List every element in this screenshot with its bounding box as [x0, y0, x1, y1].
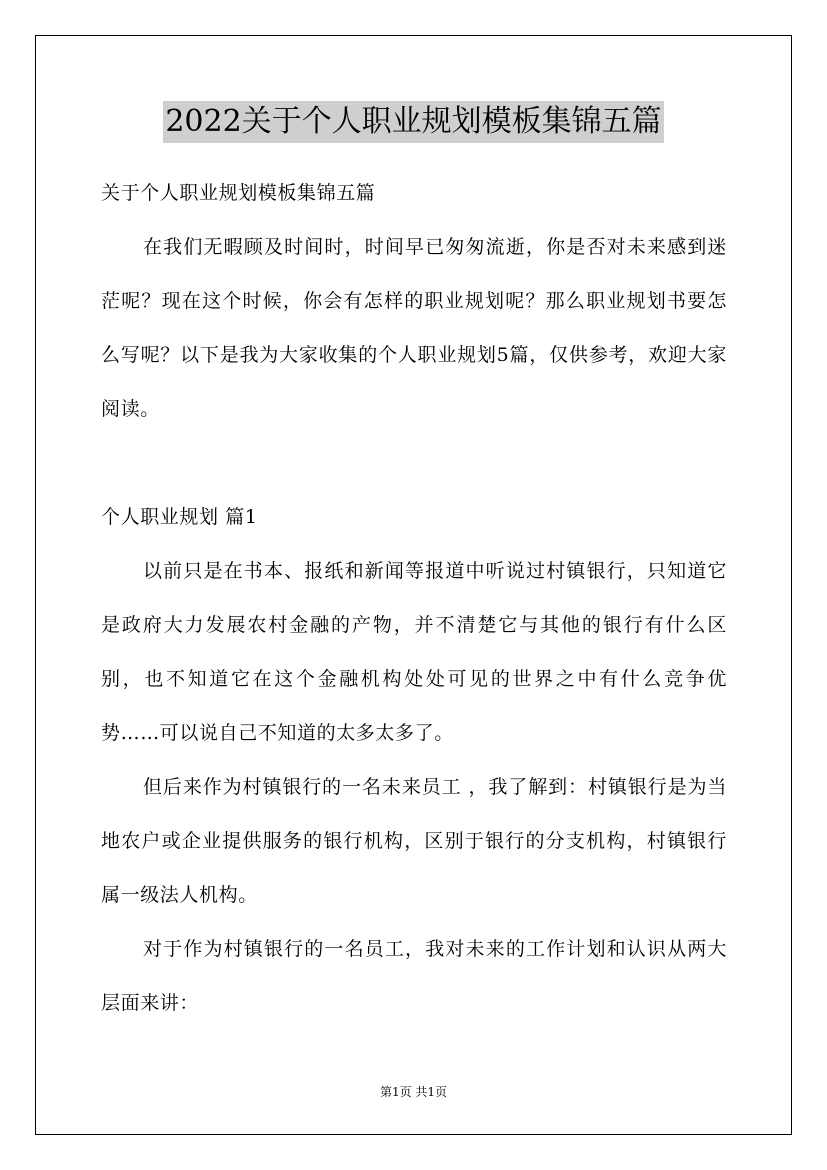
body-paragraph-3: 对于作为村镇银行的一名员工，我对未来的工作计划和认识从两大层面来讲：: [101, 938, 727, 1014]
document-title-text: 2022关于个人职业规划模板集锦五篇: [163, 101, 663, 143]
document-subtitle: 关于个人职业规划模板集锦五篇: [101, 182, 376, 204]
section-heading: 个人职业规划 篇1: [101, 506, 258, 528]
page-footer: 第1页 共1页: [379, 1085, 448, 1099]
body-paragraph-1: 以前只是在书本、报纸和新闻等报道中听说过村镇银行，只知道它是政府大力发展农村金融的产物，并不清楚它与其他的银行有什么区别，也不知道它在这个金融机构处处可见的世界之中有什么竞争优势……可以说自己不知道的太多太多了。: [101, 560, 727, 744]
body-paragraph-2: 但后来作为村镇银行的一名未来员工 ，我了解到：村镇银行是为当地农户或企业提供服务的银行机构，区别于银行的分支机构，村镇银行属一级法人机构。: [101, 776, 727, 906]
document-body: [101, 166, 727, 1030]
document-title: [0, 101, 827, 143]
paragraph-gap: [101, 436, 727, 490]
intro-paragraph: 在我们无暇顾及时间时，时间早已匆匆流逝，你是否对未来感到迷茫呢？现在这个时候，你会有怎样的职业规划呢？那么职业规划书要怎么写呢？以下是我为大家收集的个人职业规划5篇，仅供参考，欢迎大家阅读。: [101, 236, 727, 420]
